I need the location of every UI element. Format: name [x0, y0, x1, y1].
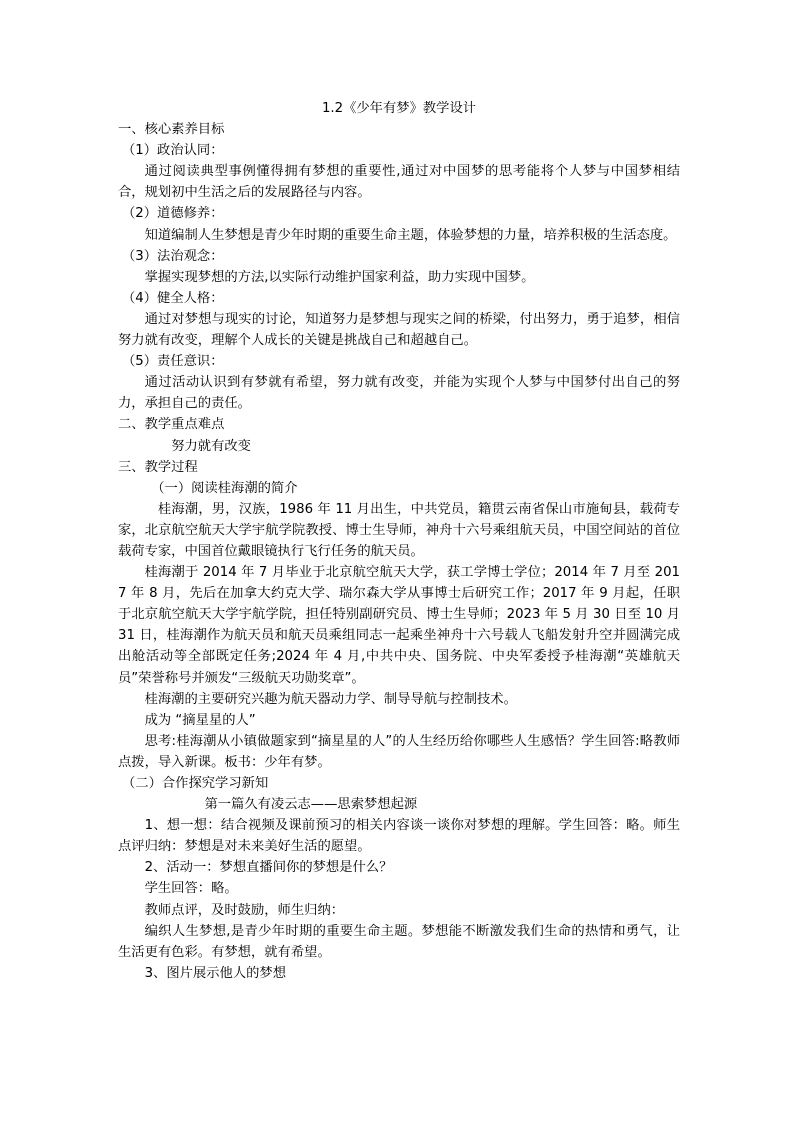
paragraph: 1、想一想：结合视频及课前预习的相关内容谈一谈你对梦想的理解。学生回答：略。师生点评归纳：梦想是对未来美好生活的愿望。: [118, 818, 680, 855]
paragraph: 教师点评，及时鼓励，师生归纳：: [144, 902, 345, 918]
section-heading: （二）合作探究学习新知: [121, 776, 269, 791]
paragraph: 学生回答：略。: [144, 881, 238, 897]
section-heading: （一）阅读桂海潮的简介: [151, 480, 298, 496]
document-page: [118, 98, 680, 984]
paragraph: 掌握实现梦想的方法,以实际行动维护国家利益，助力实现中国梦。: [144, 269, 535, 285]
paragraph: 通过对梦想与现实的讨论，知道努力是梦想与现实之间的桥梁，付出努力，勇于追梦，相信努力就有改变，理解个人成长的关键是挑战自己和超越自己。: [118, 311, 680, 349]
paragraph: 桂海潮于 2014 年 7 月毕业于北京航空航天大学，获工学博士学位；2014 年 7 月至 2017 年 8 月，先后在加拿大约克大学、瑞尔森大学从事博士后研究工作；2017 年 9 月起，任职于北京航空航天大学宇航学院，担任特别副研究员、博士生导师；2023 年 5 月 30 日至 10 月 31 日，桂海潮作为航天员和航天员乘组同志一起乘坐神舟十六号载人飞船发射升空并圆满完成出舱活动等全部既定任务;2024 年 4 月,中共中央、国务院、中央军委授予桂海潮“英雄航天员”荣誉称号并颁发“三级航天功勋奖章”。: [118, 565, 680, 686]
section-heading: （3）法治观念：: [121, 248, 224, 264]
paragraph: 知道编制人生梦想是青少年时期的重要生命主题，体验梦想的力量，培养积极的生活态度。: [144, 227, 677, 243]
paragraph: 通过活动认识到有梦就有希望，努力就有改变，并能为实现个人梦与中国梦付出自己的努力，承担自己的责任。: [118, 375, 680, 412]
section-heading: （2）道德修养：: [121, 206, 224, 222]
section-heading: 二、教学重点难点: [118, 417, 225, 433]
section-heading: 三、教学过程: [118, 459, 198, 475]
document-title: 1.2《少年有梦》教学设计: [321, 101, 477, 116]
document-body: [118, 119, 680, 984]
section-heading: 一、核心素养目标: [118, 122, 225, 138]
section-heading: （5）责任意识：: [121, 354, 224, 370]
section-heading: 第一篇久有凌云志——思索梦想起源: [204, 797, 418, 813]
paragraph: 桂海潮的主要研究兴趣为航天器动力学、制导导航与控制技术。: [144, 691, 517, 707]
section-heading: （4）健全人格：: [121, 290, 224, 306]
section-heading: （1）政治认同：: [121, 143, 224, 159]
paragraph: 通过阅读典型事例懂得拥有梦想的重要性,通过对中国梦的思考能将个人梦与中国梦相结合，规划初中生活之后的发展路径与内容。: [118, 164, 680, 201]
paragraph: 3、图片展示他人的梦想: [144, 965, 287, 981]
paragraph: 成为 “摘星星的人”: [144, 712, 256, 728]
paragraph: 2、活动一：梦想直播间你的梦想是什么？: [144, 860, 393, 876]
paragraph: 思考:桂海潮从小镇做题家到“摘星星的人”的人生经历给你哪些人生感悟？学生回答:略教师点拨，导入新课。板书：少年有梦。: [118, 733, 680, 770]
paragraph: 努力就有改变: [171, 438, 251, 454]
paragraph: 桂海潮，男，汉族，1986 年 11 月出生，中共党员，籍贯云南省保山市施甸县，载荷专家，北京航空航天大学宇航学院教授、博士生导师，神舟十六号乘组航天员，中国空间站的首位载荷专家，中国首位戴眼镜执行飞行任务的航天员。: [118, 501, 680, 559]
paragraph: 编织人生梦想,是青少年时期的重要生命主题。梦想能不断激发我们生命的热情和勇气，让生活更有色彩。有梦想，就有希望。: [118, 923, 680, 960]
